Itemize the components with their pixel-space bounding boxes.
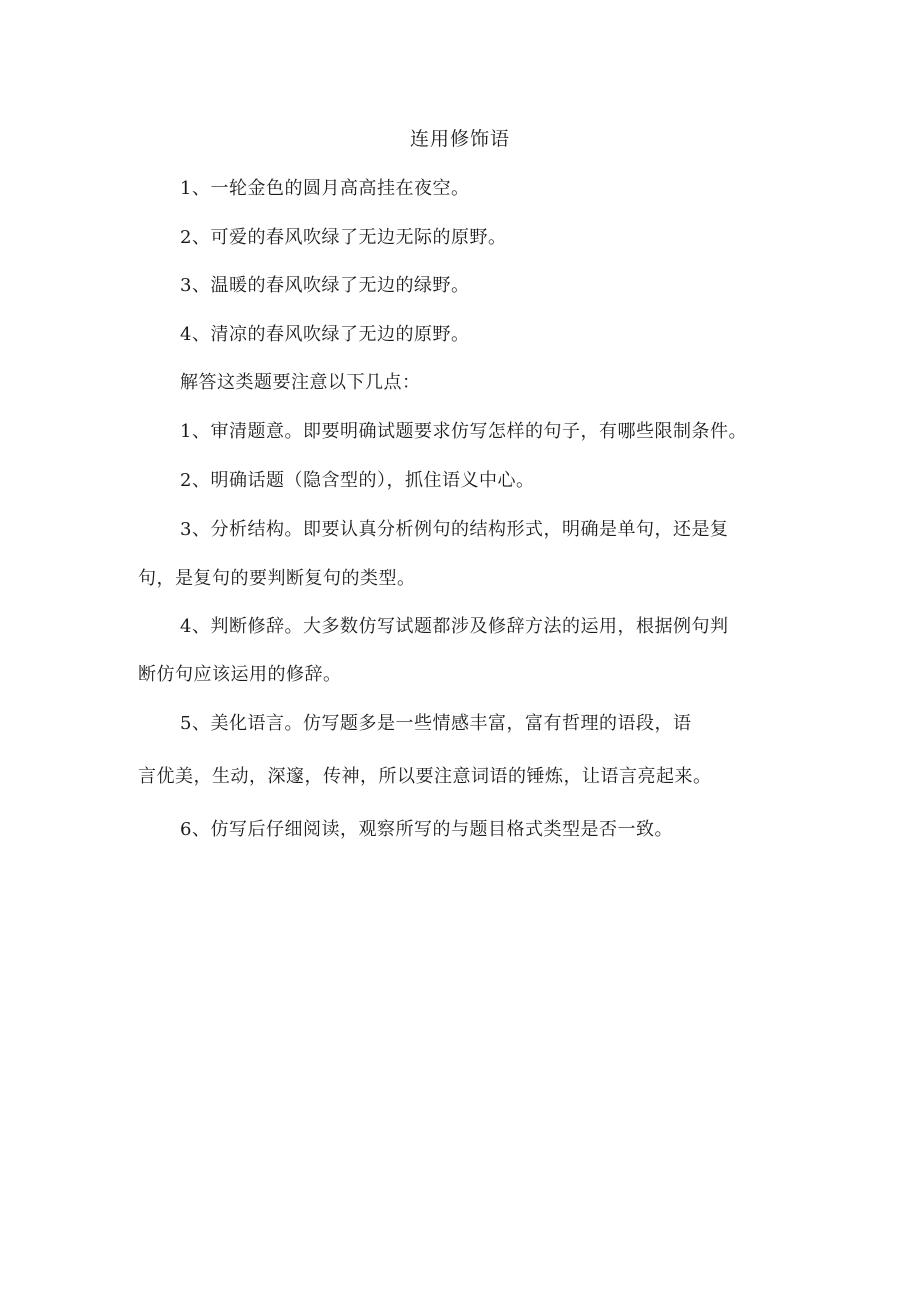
point-6: 6、仿写后仔细阅读，观察所写的与题目格式类型是否一致。 xyxy=(180,819,673,840)
point-5-line-2: 言优美，生动，深邃，传神，所以要注意词语的锤炼，让语言亮起来。 xyxy=(138,766,712,787)
point-3-line-2: 句，是复句的要判断复句的类型。 xyxy=(138,568,416,589)
point-1: 1、审清题意。即要明确试题要求仿写怎样的句子，有哪些限制条件。 xyxy=(180,421,747,442)
point-4-line-1: 4、判断修辞。大多数仿写试题都涉及修辞方法的运用，根据例句判 xyxy=(180,616,729,637)
point-2: 2、明确话题（隐含型的），抓住语义中心。 xyxy=(180,470,535,491)
point-5-line-1: 5、美化语言。仿写题多是一些情感丰富，富有哲理的语段，语 xyxy=(180,713,692,734)
example-4: 4、清凉的春风吹绿了无边的原野。 xyxy=(180,324,470,345)
example-2: 2、可爱的春风吹绿了无边无际的原野。 xyxy=(180,227,507,248)
point-3-line-1: 3、分析结构。即要认真分析例句的结构形式，明确是单句，还是复 xyxy=(180,519,729,540)
example-1: 1、一轮金色的圆月高高挂在夜空。 xyxy=(180,178,470,199)
point-4-line-2: 断仿句应该运用的修辞。 xyxy=(138,664,342,685)
document-title: 连用修饰语 xyxy=(409,128,510,150)
example-3: 3、温暖的春风吹绿了无边的绿野。 xyxy=(180,275,470,296)
intro-text: 解答这类题要注意以下几点： xyxy=(180,372,421,393)
